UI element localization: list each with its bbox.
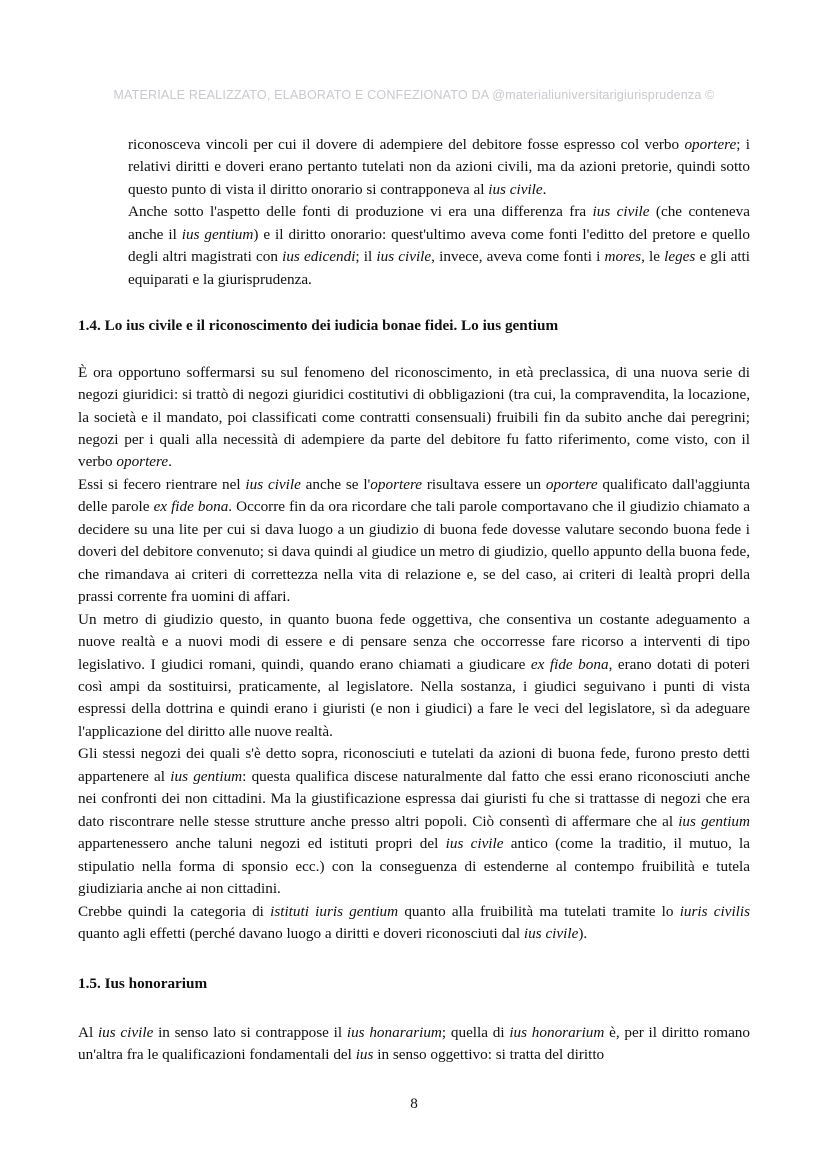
paragraph-1-4-5: Crebbe quindi la categoria di istituti iuris gentium quanto alla fruibilità ma tutelati tramite lo iuris civilis quanto agli effetti (perché davano luogo a diritti e doveri riconosciuti dal ius civile). xyxy=(78,902,751,942)
section-heading-1-4: 1.4. Lo ius civile e il riconoscimento dei iudicia bonae fidei. Lo ius gentium xyxy=(78,317,559,335)
spacer xyxy=(78,945,750,973)
paragraph-1-5-1: Al ius civile in senso lato si contrappose il ius honararium; quella di ius honorarium è, per il diritto romano un'altra fra le qualificazioni fondamentali del ius in senso oggettivo: si tratta del diritto xyxy=(78,1023,750,1064)
paragraph-1-4-1: È ora opportuno soffermarsi su sul fenomeno del riconoscimento, in età preclassica, di una nuova serie di negozi giuridici: si trattò di negozi giuridici costitutivi di obbligazioni (tra cui, la compravendita, la locazione, la società e il mandato, poi classificati come contratti consensuali) fruibili fin da subito anche dai peregrini; negozi per i quali alla necessità di adempiere da parte del debitore fu fatto riferimento, come visto, con il verbo oportere. xyxy=(78,363,750,471)
intro-block xyxy=(128,134,750,291)
watermark-header: MATERIALE REALIZZATO, ELABORATO E CONFEZIONATO DA @materialiuniversitarigiurisprudenza © xyxy=(113,88,715,102)
spacer xyxy=(78,338,750,362)
spacer xyxy=(78,996,750,1022)
page-number: 8 xyxy=(410,1095,418,1112)
paragraph-intro-1: riconosceva vincoli per cui il dovere di adempiere del debitore fosse espresso col verbo oportere; i relativi diritti e doveri erano pertanto tutelati non da azioni civili, ma da azioni pretorie, quindi sotto questo punto di vista il diritto onorario si contrapponeva al ius civile. xyxy=(128,136,750,198)
document-body xyxy=(78,134,750,1067)
spacer xyxy=(78,291,750,315)
paragraph-1-4-2: Essi si fecero rientrare nel ius civile anche se l'oportere risultava essere un oportere qualificato dall'aggiunta delle parole ex fide bona. Occorre fin da ora ricordare che tali parole comportavano che il giudizio chiamato a decidere su una lite per cui si dava luogo a un giudizio di buona fede dovesse valutare secondo buona fede i doveri del debitore convenuto; si dava quindi al giudice un metro di giudizio, quello appunto della buona fede, che rimandava ai criteri di correttezza nella vita di relazione e, se del caso, ai criteri di lealtà propri della prassi corrente fra uomini di affari. xyxy=(78,475,751,606)
paragraph-intro-2: Anche sotto l'aspetto delle fonti di produzione vi era una differenza fra ius civile (che conteneva anche il ius gentium) e il diritto onorario: quest'ultimo aveva come fonti l'editto del pretore e quello degli altri magistrati con ius edicendi; il ius civile, invece, aveva come fonti i mores, le leges e gli atti equiparati e la giurisprudenza. xyxy=(128,203,750,288)
paragraph-1-4-3: Un metro di giudizio questo, in quanto buona fede oggettiva, che consentiva un costante adeguamento a nuove realtà e a nuovi modi di essere e di pensare senza che occorresse fare ricorso a interventi di tipo legislativo. I giudici romani, quindi, quando erano chiamati a giudicare ex fide bona, erano dotati di poteri così ampi da sostituirsi, praticamente, al legislatore. Nella sostanza, i giudici seguivano i punti di vista espressi della dottrina e quindi erano i giuristi (e non i giudici) a fare le veci del legislatore, sì da adeguare l'applicazione del diritto alle nuove realtà. xyxy=(78,610,750,740)
section-heading-1-5: 1.5. Ius honorarium xyxy=(78,975,208,993)
paragraph-1-4-4: Gli stessi negozi dei quali s'è detto sopra, riconosciuti e tutelati da azioni di buona fede, furono presto detti appartenere al ius gentium: questa qualifica discese naturalmente dal fatto che essi erano riconosciuti anche nei confronti dei non cittadini. Ma la giustificazione espressa dai giuristi fu che si trattasse di negozi che era dato riscontrare nelle stesse strutture anche presso altri popoli. Ciò consentì di affermare che al ius gentium appartenessero anche taluni negozi ed istituti propri del ius civile antico (come la traditio, il mutuo, la stipulatio nella forma di sponsio ecc.) con la conseguenza di estenderne al contempo fruibilità e tutela giudiziaria anche ai non cittadini. xyxy=(78,745,751,898)
